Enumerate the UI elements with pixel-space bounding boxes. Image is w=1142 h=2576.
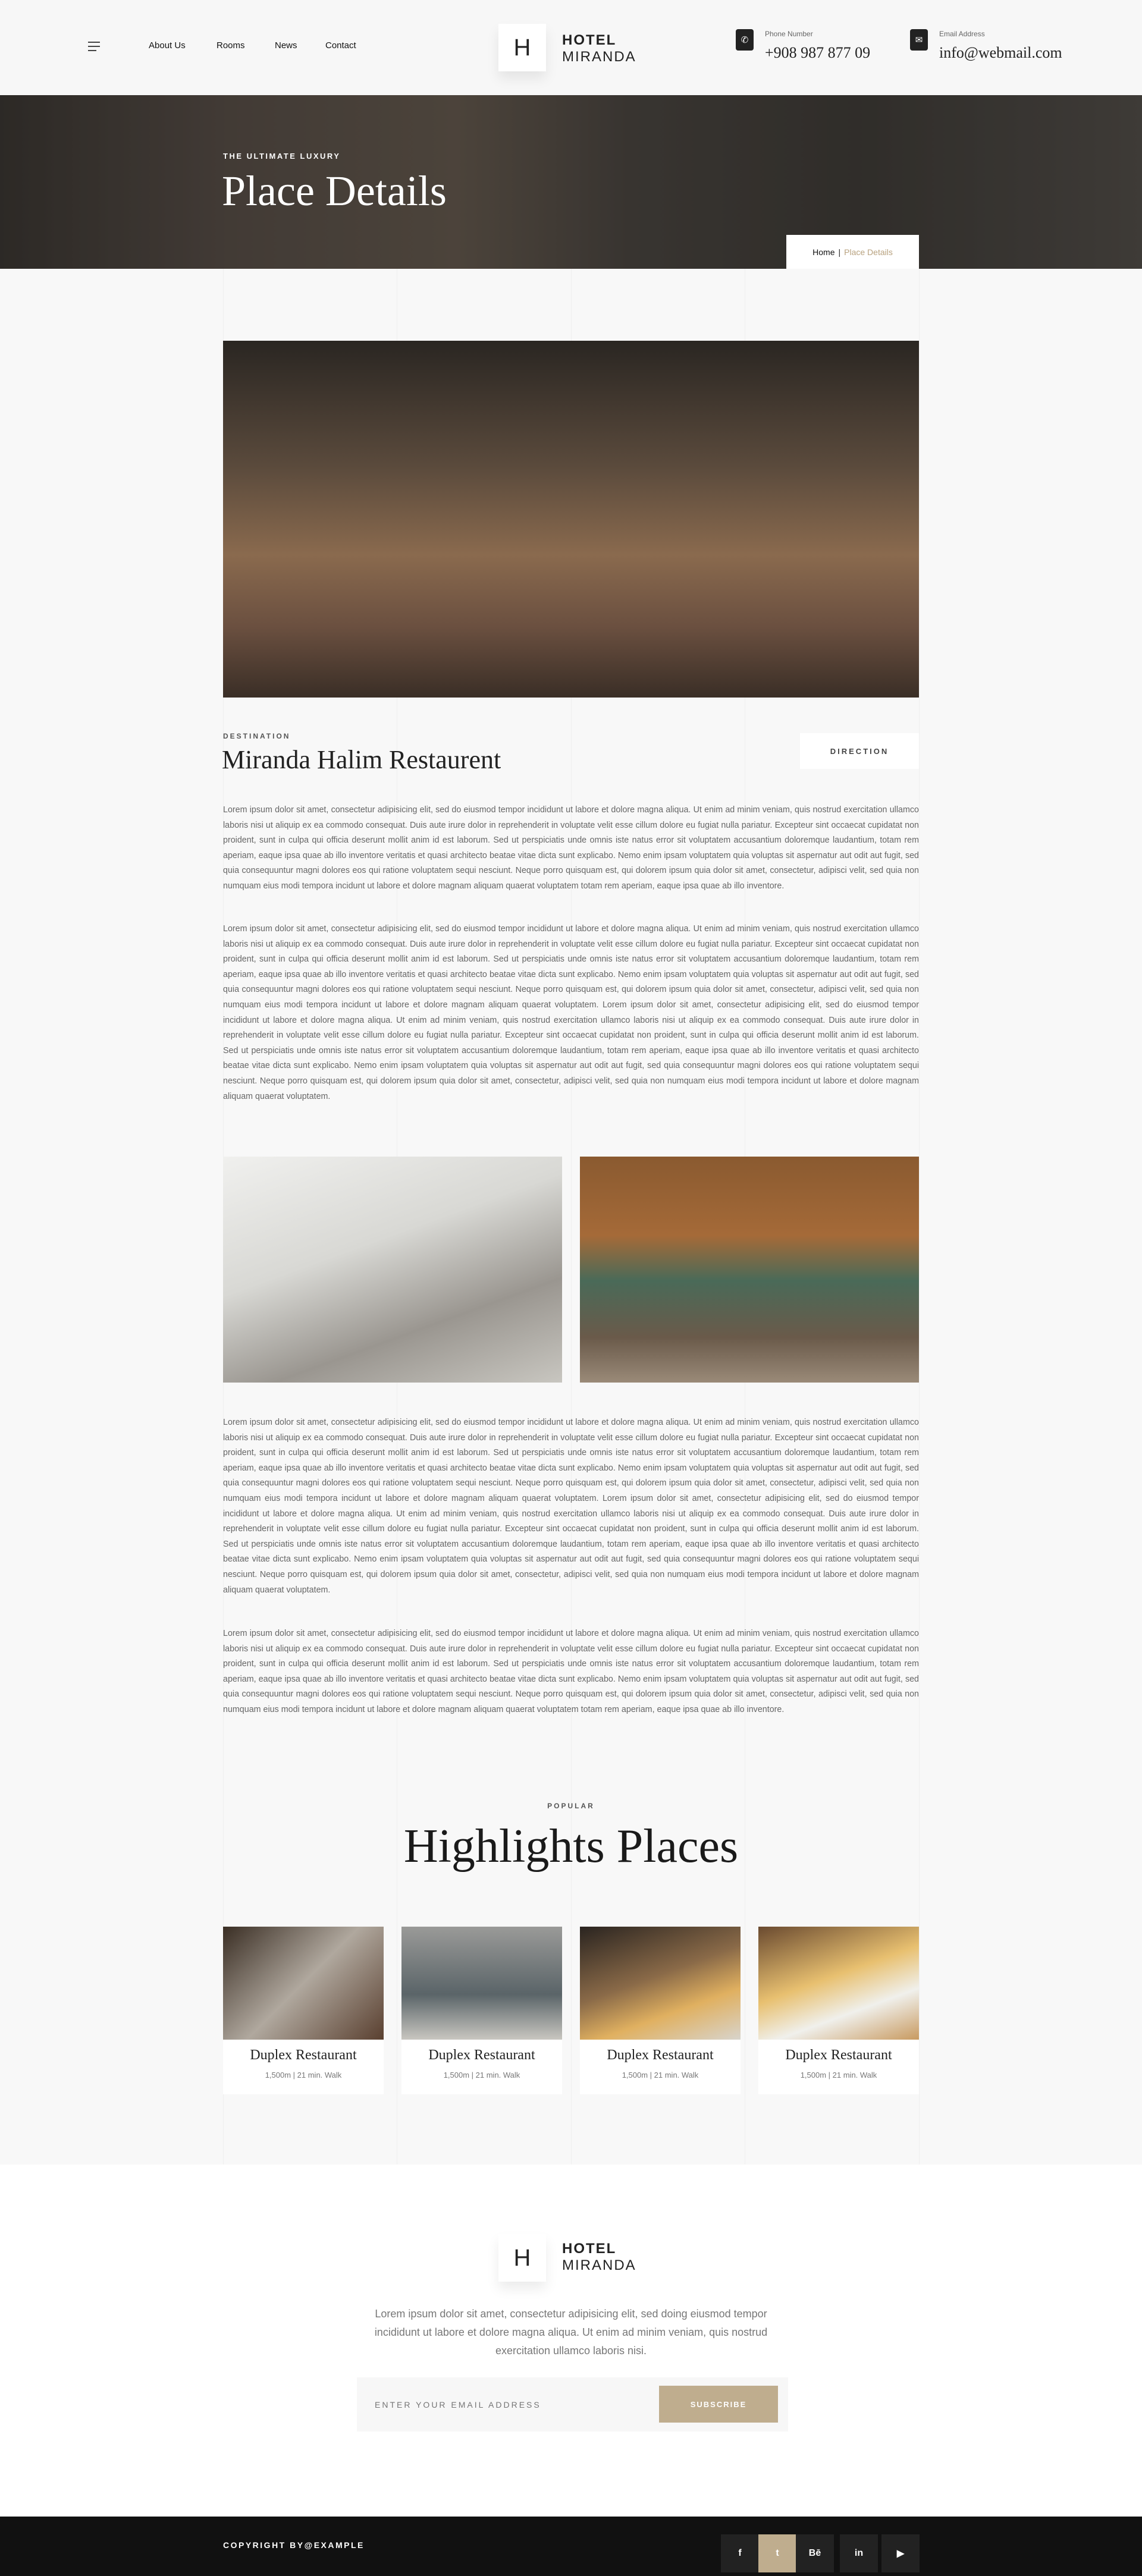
email-icon: ✉	[910, 29, 928, 51]
nav-news[interactable]: News	[275, 40, 297, 51]
restaurant-main-image	[223, 341, 919, 698]
logo-mark[interactable]: H	[498, 24, 546, 71]
logo-line2: MIRANDA	[562, 49, 636, 65]
place-card-title[interactable]: Duplex Restaurant	[607, 2047, 714, 2063]
place-card[interactable]	[580, 1927, 741, 2094]
breadcrumb-home[interactable]: Home	[812, 247, 835, 257]
linkedin-icon[interactable]: in	[840, 2534, 878, 2572]
twitter-icon[interactable]: t	[758, 2534, 796, 2572]
hero-banner	[0, 95, 1142, 269]
place-title: Miranda Halim Restaurent	[222, 745, 501, 774]
nav-contact[interactable]: Contact	[325, 40, 356, 51]
logo-text	[562, 32, 636, 65]
place-card-meta: 1,500m | 21 min. Walk	[622, 2071, 699, 2079]
nav-rooms[interactable]: Rooms	[217, 40, 245, 51]
footer-logo-line1: HOTEL	[562, 2241, 617, 2257]
phone-label: Phone Number	[765, 30, 813, 38]
place-card-image	[580, 1927, 741, 2040]
place-card-title[interactable]: Duplex Restaurant	[785, 2047, 892, 2063]
place-card[interactable]	[758, 1927, 919, 2094]
newsletter-section	[0, 2165, 1142, 2517]
youtube-icon[interactable]: ▶	[881, 2534, 920, 2572]
place-card[interactable]	[223, 1927, 384, 2094]
footer-logo-mark: H	[498, 2234, 546, 2282]
behance-icon[interactable]: Bē	[796, 2534, 834, 2572]
description-paragraph: Lorem ipsum dolor sit amet, consectetur adipisicing elit, sed do eiusmod tempor incididunt ut labore et dolore magna aliqua. Ut enim ad minim veniam, quis nostrud exercitation ullamco laboris nisi ut aliquip ex ea commodo consequat. Duis aute irure dolor in reprehenderit in voluptate velit esse cillum dolore eu fugiat nulla pariatur. Excepteur sint occaecat cupidatat non proident, sunt in culpa qui officia deserunt mollit anim id est laborum. Sed ut perspiciatis unde omnis iste natus error sit voluptatem accusantium doloremque laudantium, totam rem aperiam, eaque ipsa quae ab illo inventore veritatis et quasi architecto beatae vitae dicta sunt explicabo. Nemo enim ipsam voluptatem quia voluptas sit aspernatur aut odit aut fugit, sed quia consequuntur magni dolores eos qui ratione voluptatem sequi nesciunt. Neque porro quisquam est, qui dolorem ipsum quia dolor sit amet, consectetur, adipisci velit, sed quia non numquam eius modi tempora incidunt ut labore et dolore magnam aliquam quaerat voluptatem. Lorem ipsum dolor sit amet, consectetur adipisicing elit, sed do eiusmod tempor incididunt ut labore et dolore magna aliqua. Ut enim ad minim veniam, quis nostrud exercitation ullamco laboris nisi ut aliquip ex ea commodo consequat. Duis aute irure dolor in reprehenderit in voluptate velit esse cillum dolore eu fugiat nulla pariatur. Excepteur sint occaecat cupidatat non proident, sunt in culpa qui officia deserunt mollit anim id est laborum. Sed ut perspiciatis unde omnis iste natus error sit voluptatem accusantium doloremque laudantium, totam rem aperiam, eaque ipsa quae ab illo inventore veritatis et quasi architecto beatae vitae dicta sunt explicabo. Nemo enim ipsam voluptatem quia voluptas sit aspernatur aut odit aut fugit, sed quia consequuntur magni dolores eos qui ratione voluptatem sequi nesciunt. Neque porro quisquam est, qui dolorem ipsum quia dolor sit amet, consectetur, adipisci velit, sed quia non numquam eius modi tempora incidunt ut labore et dolore magnam aliquam quaerat voluptatem.	[223, 1418, 919, 1595]
site-footer	[0, 2517, 1142, 2576]
place-card-title[interactable]: Duplex Restaurant	[428, 2047, 535, 2063]
footer-logo-line2: MIRANDA	[562, 2257, 636, 2273]
highlights-title: Highlights Places	[403, 1820, 739, 1873]
email-address[interactable]: info@webmail.com	[939, 44, 1062, 61]
logo-line1: HOTEL	[562, 32, 617, 48]
description-paragraph: Lorem ipsum dolor sit amet, consectetur adipisicing elit, sed do eiusmod tempor incididunt ut labore et dolore magna aliqua. Ut enim ad minim veniam, quis nostrud exercitation ullamco laboris nisi ut aliquip ex ea commodo consequat. Duis aute irure dolor in reprehenderit in voluptate velit esse cillum dolore eu fugiat nulla pariatur. Excepteur sint occaecat cupidatat non proident, sunt in culpa qui officia deserunt mollit anim id est laborum. Sed ut perspiciatis unde omnis iste natus error sit voluptatem accusantium doloremque laudantium, totam rem aperiam, eaque ipsa quae ab illo inventore veritatis et quasi architecto beatae vitae dicta sunt explicabo. Nemo enim ipsam voluptatem quia voluptas sit aspernatur aut odit aut fugit, sed quia consequuntur magni dolores eos qui ratione voluptatem sequi nesciunt. Neque porro quisquam est, qui dolorem ipsum quia dolor sit amet, consectetur, adipisci velit, sed quia non numquam eius modi tempora incidunt ut labore et dolore magnam aliquam quaerat voluptatem totam rem aperiam, eaque ipsa quae ab illo inventore.	[223, 1629, 919, 1714]
page-title: Place Details	[222, 167, 447, 215]
place-card[interactable]	[401, 1927, 562, 2094]
copyright: COPYRIGHT BY@EXAMPLE	[223, 2540, 365, 2550]
mall-interior-image	[223, 1157, 562, 1383]
place-card-title[interactable]: Duplex Restaurant	[250, 2047, 357, 2063]
breadcrumb-separator: |	[838, 247, 841, 257]
place-card-image	[401, 1927, 562, 2040]
place-card-meta: 1,500m | 21 min. Walk	[800, 2071, 877, 2079]
email-input[interactable]	[375, 2388, 625, 2421]
menu-icon[interactable]	[88, 42, 100, 51]
description-paragraph: Lorem ipsum dolor sit amet, consectetur adipisicing elit, sed do eiusmod tempor incididunt ut labore et dolore magna aliqua. Ut enim ad minim veniam, quis nostrud exercitation ullamco laboris nisi ut aliquip ex ea commodo consequat. Duis aute irure dolor in reprehenderit in voluptate velit esse cillum dolore eu fugiat nulla pariatur. Excepteur sint occaecat cupidatat non proident, sunt in culpa qui officia deserunt mollit anim id est laborum. Sed ut perspiciatis unde omnis iste natus error sit voluptatem accusantium doloremque laudantium, totam rem aperiam, eaque ipsa quae ab illo inventore veritatis et quasi architecto beatae vitae dicta sunt explicabo. Nemo enim ipsam voluptatem quia voluptas sit aspernatur aut odit aut fugit, sed quia consequuntur magni dolores eos qui ratione voluptatem sequi nesciunt. Neque porro quisquam est, qui dolorem ipsum quia dolor sit amet, consectetur, adipisci velit, sed quia non numquam eius modi tempora incidunt ut labore et dolore magnam aliquam quaerat voluptatem totam rem aperiam, eaque ipsa quae ab illo inventore.	[223, 805, 919, 891]
nav-about[interactable]: About Us	[149, 40, 186, 51]
description-paragraph: Lorem ipsum dolor sit amet, consectetur adipisicing elit, sed do eiusmod tempor incididunt ut labore et dolore magna aliqua. Ut enim ad minim veniam, quis nostrud exercitation ullamco laboris nisi ut aliquip ex ea commodo consequat. Duis aute irure dolor in reprehenderit in voluptate velit esse cillum dolore eu fugiat nulla pariatur. Excepteur sint occaecat cupidatat non proident, sunt in culpa qui officia deserunt mollit anim id est laborum. Sed ut perspiciatis unde omnis iste natus error sit voluptatem accusantium doloremque laudantium, totam rem aperiam, eaque ipsa quae ab illo inventore veritatis et quasi architecto beatae vitae dicta sunt explicabo. Nemo enim ipsam voluptatem quia voluptas sit aspernatur aut odit aut fugit, sed quia consequuntur magni dolores eos qui ratione voluptatem sequi nesciunt. Neque porro quisquam est, qui dolorem ipsum quia dolor sit amet, consectetur, adipisci velit, sed quia non numquam eius modi tempora incidunt ut labore et dolore magnam aliquam quaerat voluptatem. Lorem ipsum dolor sit amet, consectetur adipisicing elit, sed do eiusmod tempor incididunt ut labore et dolore magna aliqua. Ut enim ad minim veniam, quis nostrud exercitation ullamco laboris nisi ut aliquip ex ea commodo consequat. Duis aute irure dolor in reprehenderit in voluptate velit esse cillum dolore eu fugiat nulla pariatur. Excepteur sint occaecat cupidatat non proident, sunt in culpa qui officia deserunt mollit anim id est laborum. Sed ut perspiciatis unde omnis iste natus error sit voluptatem accusantium doloremque laudantium, totam rem aperiam, eaque ipsa quae ab illo inventore veritatis et quasi architecto beatae vitae dicta sunt explicabo. Nemo enim ipsam voluptatem quia voluptas sit aspernatur aut odit aut fugit, sed quia consequuntur magni dolores eos qui ratione voluptatem sequi nesciunt. Neque porro quisquam est, qui dolorem ipsum quia dolor sit amet, consectetur, adipisci velit, sed quia non numquam eius modi tempora incidunt ut labore et dolore magnam aliquam quaerat voluptatem.	[223, 924, 919, 1101]
popular-kicker: POPULAR	[547, 1802, 595, 1810]
email-label: Email Address	[939, 30, 985, 38]
destination-kicker: DESTINATION	[223, 732, 291, 740]
place-card-image	[758, 1927, 919, 2040]
breadcrumb	[786, 235, 919, 269]
site-header	[0, 0, 1142, 95]
place-card-meta: 1,500m | 21 min. Walk	[265, 2071, 342, 2079]
direction-button[interactable]: DIRECTION	[800, 733, 919, 769]
place-card-image	[223, 1927, 384, 2040]
phone-icon: ✆	[736, 29, 754, 51]
facebook-icon[interactable]: f	[721, 2534, 759, 2572]
subscribe-button[interactable]: SUBSCRIBE	[659, 2386, 778, 2423]
newsletter-text: Lorem ipsum dolor sit amet, consectetur adipisicing elit, sed doing eiusmod tempor incididunt ut labore et dolore magna aliqua. Ut enim ad minim veniam, quis nostrud exercitation ullamco laboris nisi.	[374, 2308, 768, 2357]
phone-number[interactable]: +908 987 877 09	[765, 44, 871, 61]
hero-kicker: THE ULTIMATE LUXURY	[223, 152, 341, 161]
place-card-meta: 1,500m | 21 min. Walk	[443, 2071, 520, 2079]
subscribe-form	[357, 2377, 788, 2432]
footer-logo-text	[562, 2241, 636, 2274]
breadcrumb-current: Place Details	[844, 247, 893, 257]
market-hall-image	[580, 1157, 919, 1383]
